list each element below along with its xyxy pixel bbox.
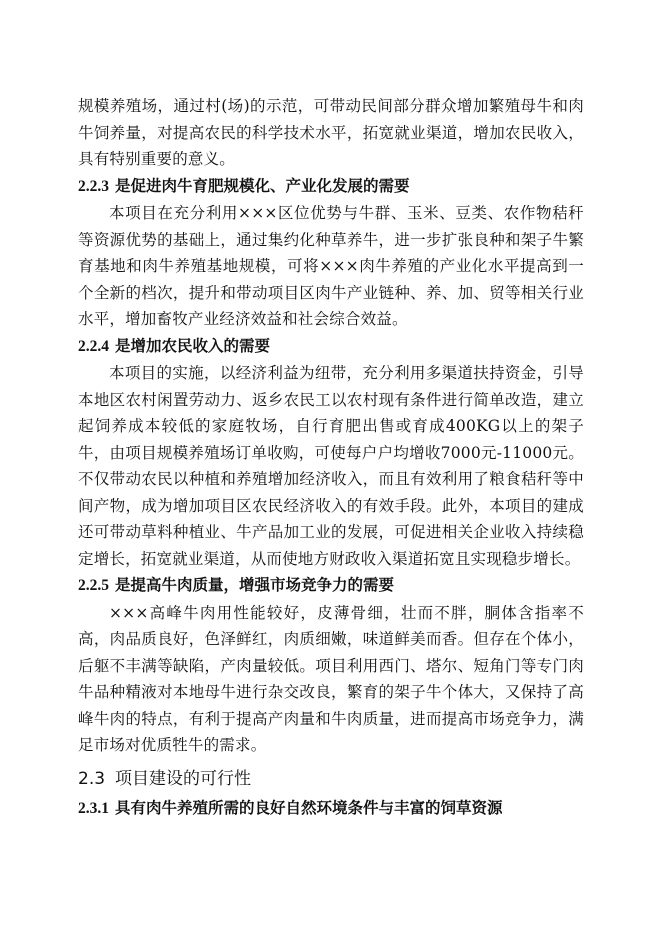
heading-title: 是促进肉牛育肥规模化、产业化发展的需要 — [115, 175, 410, 195]
heading-2-3-1 — [78, 795, 584, 823]
heading-number: 2.2.4 — [78, 337, 109, 355]
heading-2-3 — [78, 765, 584, 793]
heading-title: 项目建设的可行性 — [115, 768, 252, 789]
heading-2-2-5 — [78, 572, 584, 600]
heading-title: 是增加农民收入的需要 — [115, 335, 271, 355]
paragraph-2-2-3: 本项目在充分利用×××区位优势与牛群、玉米、豆类、农作物秸秆等资源优势的基础上，通过集约化种草养牛，进一步扩张良种和架子牛繁育基地和肉牛养殖基地规模，可将×××肉牛养殖的产业化水平提高到一个全新的档次，提升和带动项目区肉牛产业链种、养、加、贸等相关行业水平，增加畜牧产业经济效益和社会综合效益。 — [78, 204, 584, 328]
heading-2-2-4 — [78, 333, 584, 361]
document-page — [78, 93, 584, 822]
heading-title: 是提高牛肉质量，增强市场竞争力的需要 — [115, 575, 395, 594]
intro-paragraph: 规模养殖场，通过村(场)的示范，可带动民间部分群众增加繁殖母牛和肉牛饲养量，对提高农民的科学技术水平，拓宽就业渠道，增加农民收入，具有特别重要的意义。 — [78, 97, 584, 168]
paragraph-2-2-4: 本项目的实施，以经济利益为纽带，充分利用多渠道扶持资金，引导本地区农村闲置劳动力、返乡农民工以农村现有条件进行简单改造，建立起饲养成本较低的家庭牧场，自行育肥出售或育成400KG以上的架子牛，由项目规模养殖场订单收购，可使每户户均增收7000元-11000元。不仅带动农民以种植和养殖增加经济收入，而且有效利用了粮食秸秆等中间产物，成为增加项目区农民经济收入的有效手段。此外，本项目的建成还可带动草料种植业、牛产品加工业的发展，可促进相关企业收入持续稳定增长，拓宽就业渠道，从而使地方财政收入渠道拓宽且实现稳步增长。 — [78, 364, 584, 568]
heading-title: 具有肉牛养殖所需的良好自然环境条件与丰富的饲草资源 — [115, 797, 503, 817]
heading-number: 2.3 — [78, 768, 106, 789]
heading-2-2-3 — [78, 173, 584, 201]
heading-number: 2.2.5 — [78, 577, 109, 594]
paragraph-2-2-5: ×××高峰牛肉用性能较好，皮薄骨细，壮而不胖，胴体含指率不高，肉品质良好，色泽鲜红，肉质细嫩，味道鲜美而香。但存在个体小，后躯不丰满等缺陷，产肉量较低。项目利用西门、塔尔、短角门等专门肉牛品种精液对本地母牛进行杂交改良，繁育的架子牛个体大，又保持了高峰牛肉的特点，有利于提高产肉量和牛肉质量，进而提高市场竞争力，满足市场对优质牲牛的需求。 — [78, 603, 584, 754]
heading-number: 2.2.3 — [78, 177, 109, 195]
heading-number: 2.3.1 — [78, 799, 109, 817]
